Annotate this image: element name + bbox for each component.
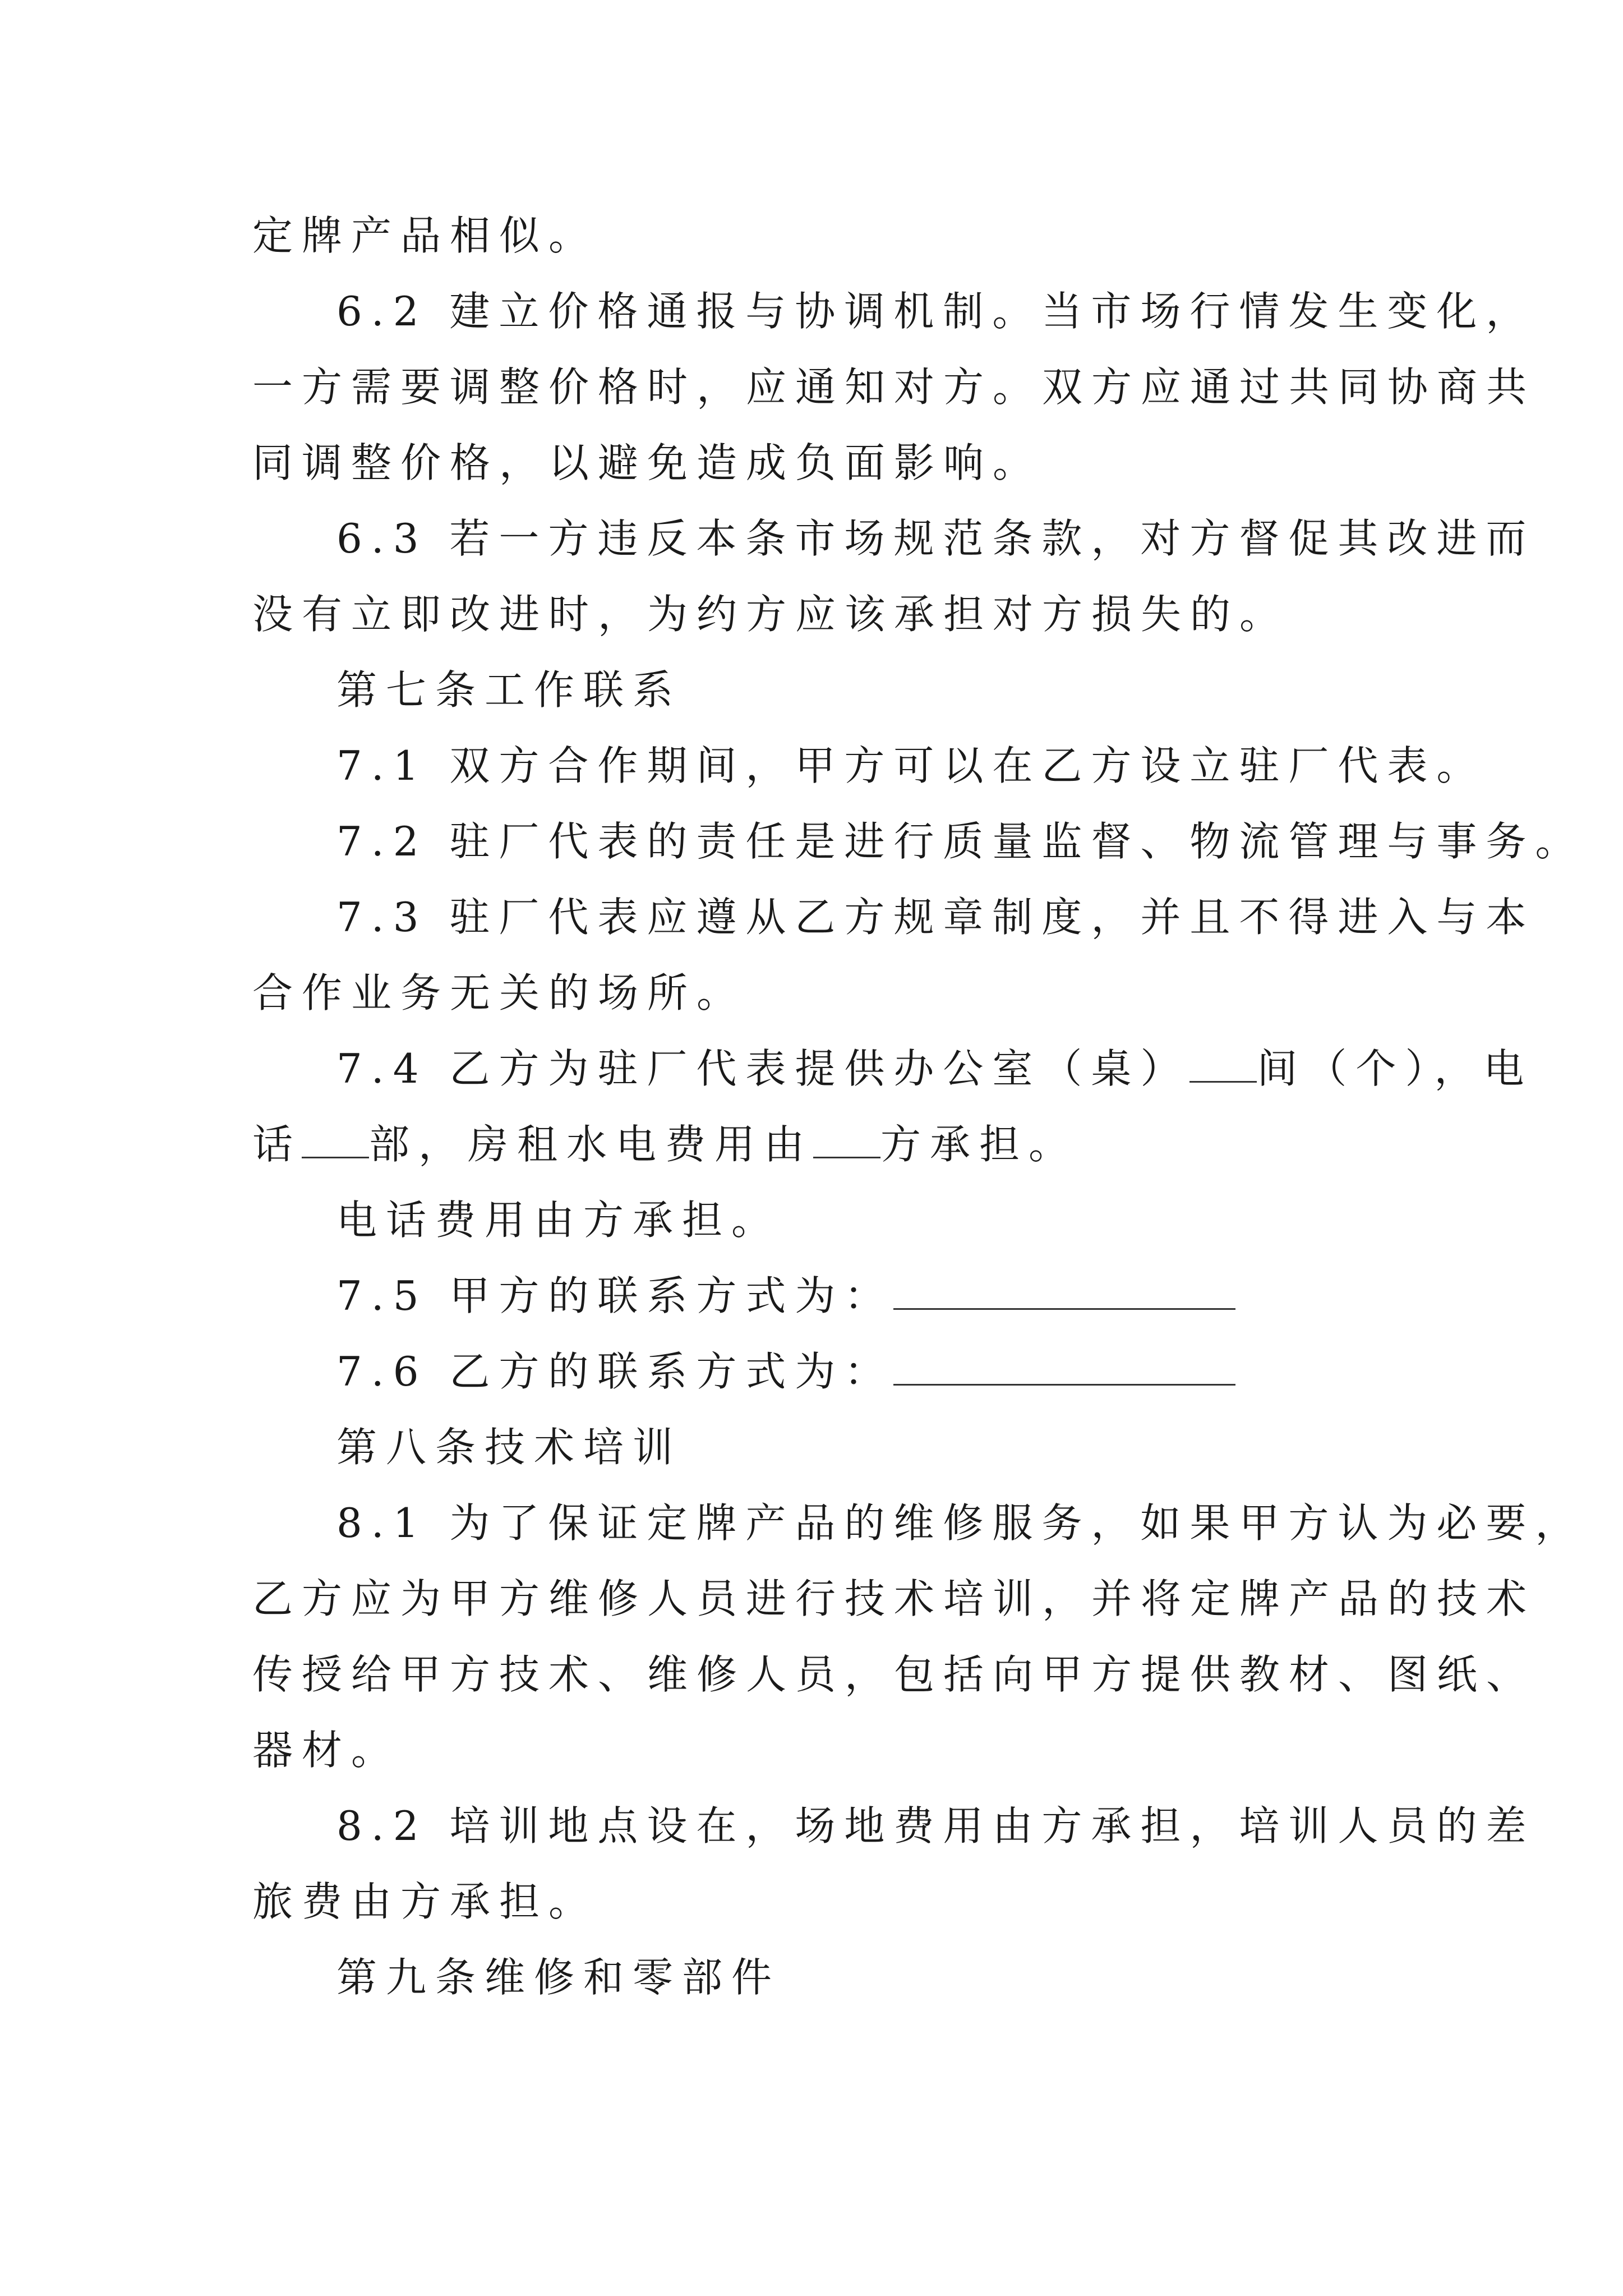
article-7-heading: 第七条工作联系 [336, 666, 683, 714]
paragraph-line: 乙方应为甲方维修人员进行技术培训，并将定牌产品的技术 [252, 1575, 1536, 1622]
fill-blank [813, 1121, 880, 1158]
clause-8-2: 8.2 培训地点设在，场地费用由方承担，培训人员的差 [336, 1802, 1536, 1849]
clause-7-1: 7.1 双方合作期间，甲方可以在乙方设立驻厂代表。 [336, 742, 1486, 789]
paragraph-line: 定牌产品相似。 [252, 212, 598, 259]
paragraph-line: 旅费由方承担。 [252, 1878, 598, 1925]
article-8-heading: 第八条技术培训 [336, 1424, 683, 1471]
clause-6-3: 6.3 若一方违反本条市场规范条款，对方督促其改进而 [336, 515, 1536, 562]
paragraph-line: 话 部，房租水电费用由 方承担。 [252, 1121, 1078, 1168]
clause-6-2: 6.2 建立价格通报与协调机制。当市场行情发生变化， [336, 288, 1536, 335]
fill-blank [1189, 1045, 1257, 1083]
contact-blank [893, 1272, 1235, 1310]
clause-8-1: 8.1 为了保证定牌产品的维修服务，如果甲方认为必要， [336, 1499, 1585, 1547]
clause-7-6: 7.6 乙方的联系方式为： [336, 1346, 1235, 1397]
paragraph-line: 器材。 [252, 1727, 401, 1774]
clause-7-5: 7.5 甲方的联系方式为： [336, 1271, 1235, 1321]
paragraph-line: 合作业务无关的场所。 [252, 969, 746, 1016]
paragraph-line: 没有立即改进时，为约方应该承担对方损失的。 [252, 591, 1289, 638]
contact-blank [893, 1348, 1235, 1386]
paragraph-line: 传授给甲方技术、维修人员，包括向甲方提供教材、图纸、 [252, 1651, 1536, 1698]
clause-7-3: 7.3 驻厂代表应遵从乙方规章制度，并且不得进入与本 [336, 894, 1536, 941]
clause-7-2: 7.2 驻厂代表的责任是进行质量监督、物流管理与事务。 [336, 818, 1585, 865]
paragraph-line: 一方需要调整价格时，应通知对方。双方应通过共同协商共 [252, 364, 1536, 411]
clause-7-4: 7.4 乙方为驻厂代表提供办公室（桌） 间（个），电 [336, 1045, 1533, 1092]
article-9-heading: 第九条维修和零部件 [336, 1954, 781, 2001]
paragraph-line: 电话费用由方承担。 [336, 1197, 781, 1244]
paragraph-line: 同调整价格，以避免造成负面影响。 [252, 439, 1043, 486]
fill-blank [302, 1121, 369, 1158]
